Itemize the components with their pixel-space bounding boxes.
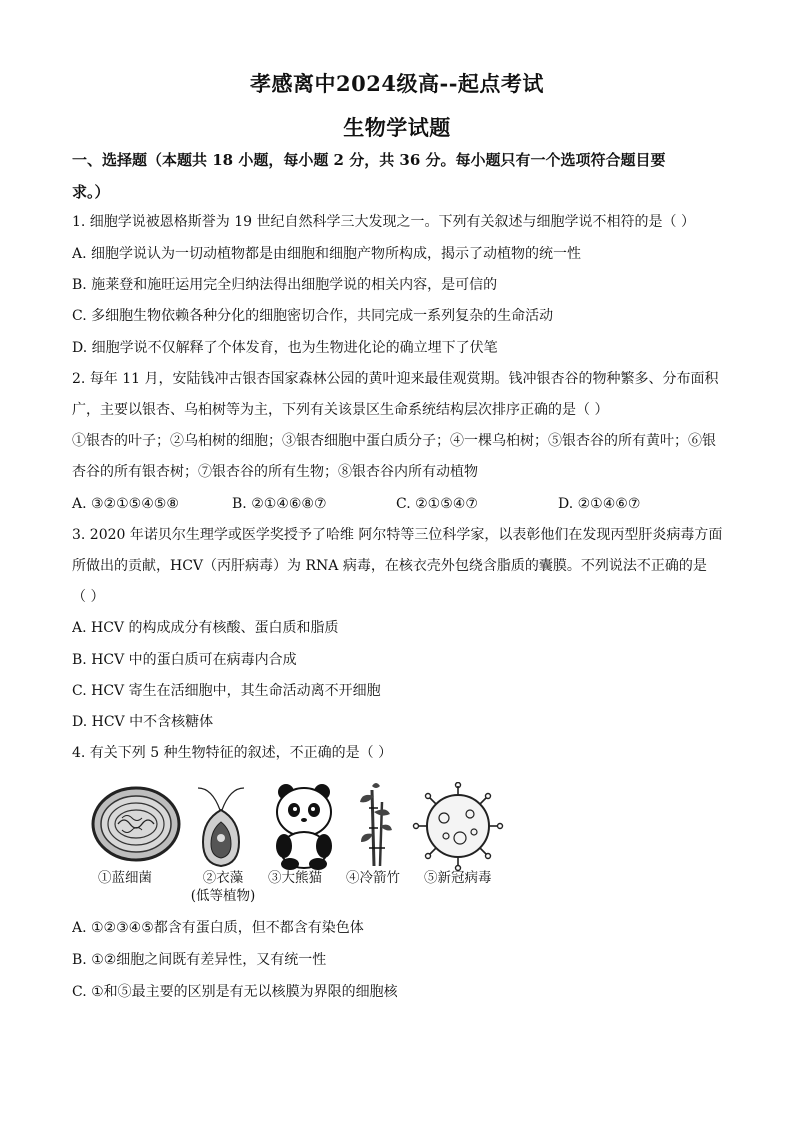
q1-stem: 1. 细胞学说被恩格斯誉为 19 世纪自然科学三大发现之一。下列有关叙述与细胞学说不相符的是（ ）: [72, 214, 695, 230]
q3-option-c: C. HCV 寄生在活细胞中，其生命活动离不开细胞: [72, 683, 381, 699]
q2-items: ①银杏的叶子；②乌桕树的细胞；③银杏细胞中蛋白质分子；④一棵乌桕树；⑤银杏谷的所有黄叶；⑥银: [72, 433, 716, 449]
q4-option-c: C. ①和⑤最主要的区别是有无以核膜为界限的细胞核: [72, 984, 398, 1000]
q2-items-cont: 杏谷的所有银杏树；⑦银杏谷的所有生物；⑧银杏谷内所有动植物: [72, 464, 478, 480]
q2-option-a: A. ③②①⑤④⑤⑧: [72, 496, 179, 512]
q4-option-a: A. ①②③④⑤都含有蛋白质，但不都含有染色体: [72, 920, 364, 936]
q1-option-a: A. 细胞学说认为一切动植物都是由细胞和细胞产物所构成，揭示了动植物的统一性: [72, 246, 582, 262]
q1-option-d: D. 细胞学说不仅解释了个体发育，也为生物进化论的确立埋下了伏笔: [72, 340, 498, 356]
exam-title: 孝感离中2024级高--起点考试: [250, 71, 544, 96]
coronavirus-drawing: [414, 783, 503, 871]
bamboo-drawing: [360, 783, 392, 866]
cyanobacteria-drawing: [93, 788, 179, 860]
q2-option-d: D. ②①④⑥⑦: [558, 496, 641, 512]
caption-chlamydomonas: ②衣藻: [202, 870, 244, 886]
q1-option-b: B. 施莱登和施旺运用完全归纳法得出细胞学说的相关内容，是可信的: [72, 277, 498, 293]
q1-option-c: C. 多细胞生物依赖各种分化的细胞密切合作，共同完成一系列复杂的生命活动: [72, 308, 554, 324]
exam-subtitle: 生物学试题: [343, 115, 451, 140]
section-heading-cont: 求。）: [72, 183, 110, 201]
q2-stem: 2. 每年 11 月，安陆钱冲古银杏国家森林公园的黄叶迎来最佳观赏期。钱冲银杏谷的物种繁多、分布面积: [72, 371, 719, 387]
caption-bamboo: ④冷箭竹: [346, 870, 400, 886]
q3-stem: 3. 2020 年诺贝尔生理学或医学奖授予了哈维 阿尔特等三位科学家，以表彰他们在发现丙型肝炎病毒方面: [72, 527, 722, 543]
panda-drawing: [276, 784, 332, 870]
q3-option-d: D. HCV 中不含核糖体: [72, 714, 214, 730]
q4-stem: 4. 有关下列 5 种生物特征的叙述，不正确的是（ ）: [72, 745, 393, 761]
section-heading: 一、选择题（本题共 18 小题，每小题 2 分，共 36 分。每小题只有一个选项符合题目要: [72, 151, 666, 169]
q2-stem-cont: 广，主要以银杏、乌桕树等为主，下列有关该景区生命系统结构层次排序正确的是（ ）: [72, 402, 609, 418]
q2-option-c: C. ②①⑤④⑦: [396, 496, 478, 512]
caption-cyanobacteria: ①蓝细菌: [98, 870, 152, 886]
q4-option-b: B. ①②细胞之间既有差异性，又有统一性: [72, 952, 327, 968]
organisms-figure: [88, 782, 508, 902]
q3-option-a: A. HCV 的构成成分有核酸、蛋白质和脂质: [72, 620, 339, 636]
organisms-illustration: [88, 782, 508, 872]
caption-chlamydomonas-note: (低等植物): [190, 888, 256, 904]
chlamydomonas-drawing: [198, 788, 244, 866]
q3-option-b: B. HCV 中的蛋白质可在病毒内合成: [72, 652, 297, 668]
q2-option-b: B. ②①④⑥⑧⑦: [232, 496, 327, 512]
caption-panda: ③大熊猫: [268, 870, 322, 886]
caption-coronavirus: ⑤新冠病毒: [424, 870, 492, 886]
q3-stem-paren: （ ）: [72, 589, 105, 605]
q3-stem-cont: 所做出的贡献，HCV（丙肝病毒）为 RNA 病毒，在核衣壳外包绕含脂质的囊膜。不列说法不正确的是: [72, 558, 707, 574]
